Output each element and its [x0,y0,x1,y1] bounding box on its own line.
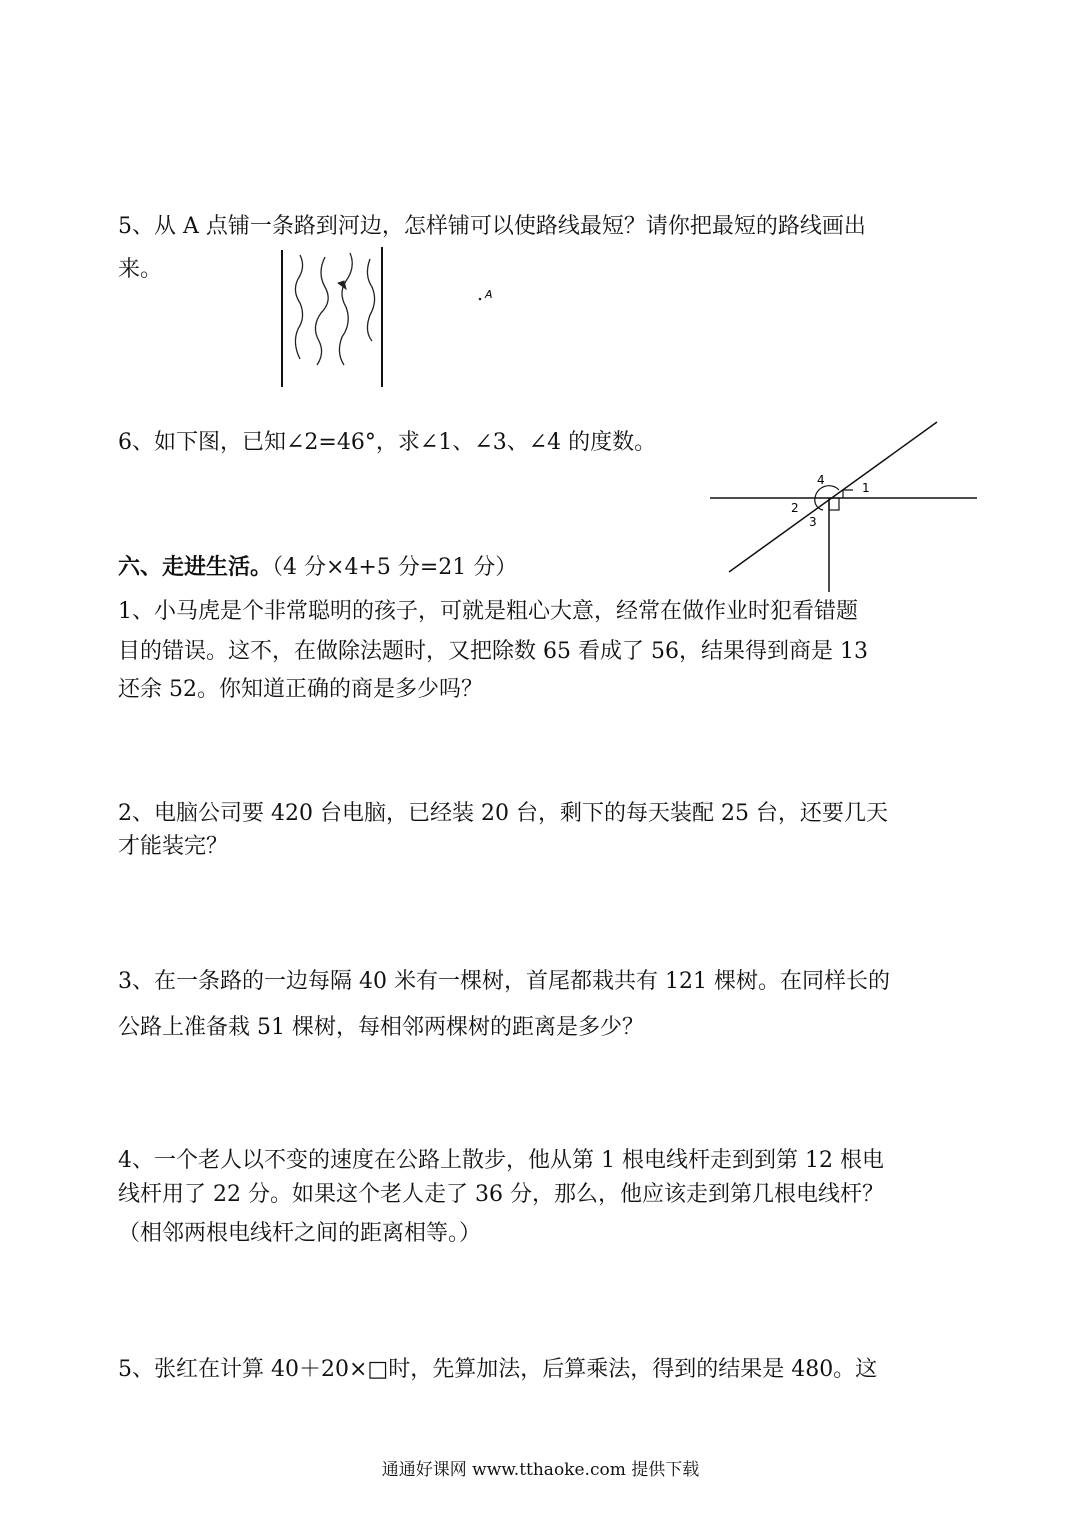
problem-5-line-1: 5、张红在计算 40＋20×□时，先算加法，后算乘法，得到的结果是 480。这 [118,1357,878,1382]
problem-3-line-2: 公路上准备栽 51 棵树，每相邻两棵树的距离是多少？ [118,1015,644,1040]
q5-text-line-1: 5、从 A 点铺一条路到河边，怎样铺可以使路线最短？请你把最短的路线画出 [118,214,866,239]
angle-label-3: 3 [809,515,817,529]
problem-4-line-2: 线杆用了 22 分。如果这个老人走了 36 分，那么，他应该走到第几根电线杆？ [118,1182,884,1207]
problem-1-line-1: 1、小马虎是个非常聪明的孩子，可就是粗心大意，经常在做作业时犯看错题 [118,599,858,624]
angle-figure [705,418,981,596]
page-footer: 通通好课网 www.tthaoke.com 提供下载 [381,1460,700,1480]
q5-text-line-2: 来。 [118,257,163,282]
problem-3-line-1: 3、在一条路的一边每隔 40 米有一棵树，首尾都栽共有 121 棵树。在同样长的 [118,969,890,994]
section-six-score: （4 分×4+5 分=21 分） [272,555,518,580]
problem-2-line-1: 2、电脑公司要 420 台电脑，已经装 20 台，剩下的每天装配 25 台，还要几天 [118,801,888,826]
angle-label-1: 1 [862,481,870,495]
section-six-title: 六、走进生活。 [118,555,273,580]
angle-label-2: 2 [791,501,799,515]
problem-4-line-3: （相邻两根电线杆之间的距离相等。） [118,1221,482,1246]
problem-1-line-2: 目的错误。这不，在做除法题时，又把除数 65 看成了 56，结果得到商是 13 [118,639,868,664]
problem-1-line-3: 还余 52。你知道正确的商是多少吗？ [118,677,483,702]
river-figure [270,245,510,390]
problem-4-line-1: 4、一个老人以不变的速度在公路上散步，他从第 1 根电线杆走到到第 12 根电 [118,1148,884,1173]
q6-text: 6、如下图，已知∠2=46°，求∠1、∠3、∠4 的度数。 [118,430,657,455]
point-a-label: A [485,288,493,301]
problem-2-line-2: 才能装完？ [118,834,229,859]
section-six-heading [118,553,517,583]
angle-label-4: 4 [817,473,825,487]
